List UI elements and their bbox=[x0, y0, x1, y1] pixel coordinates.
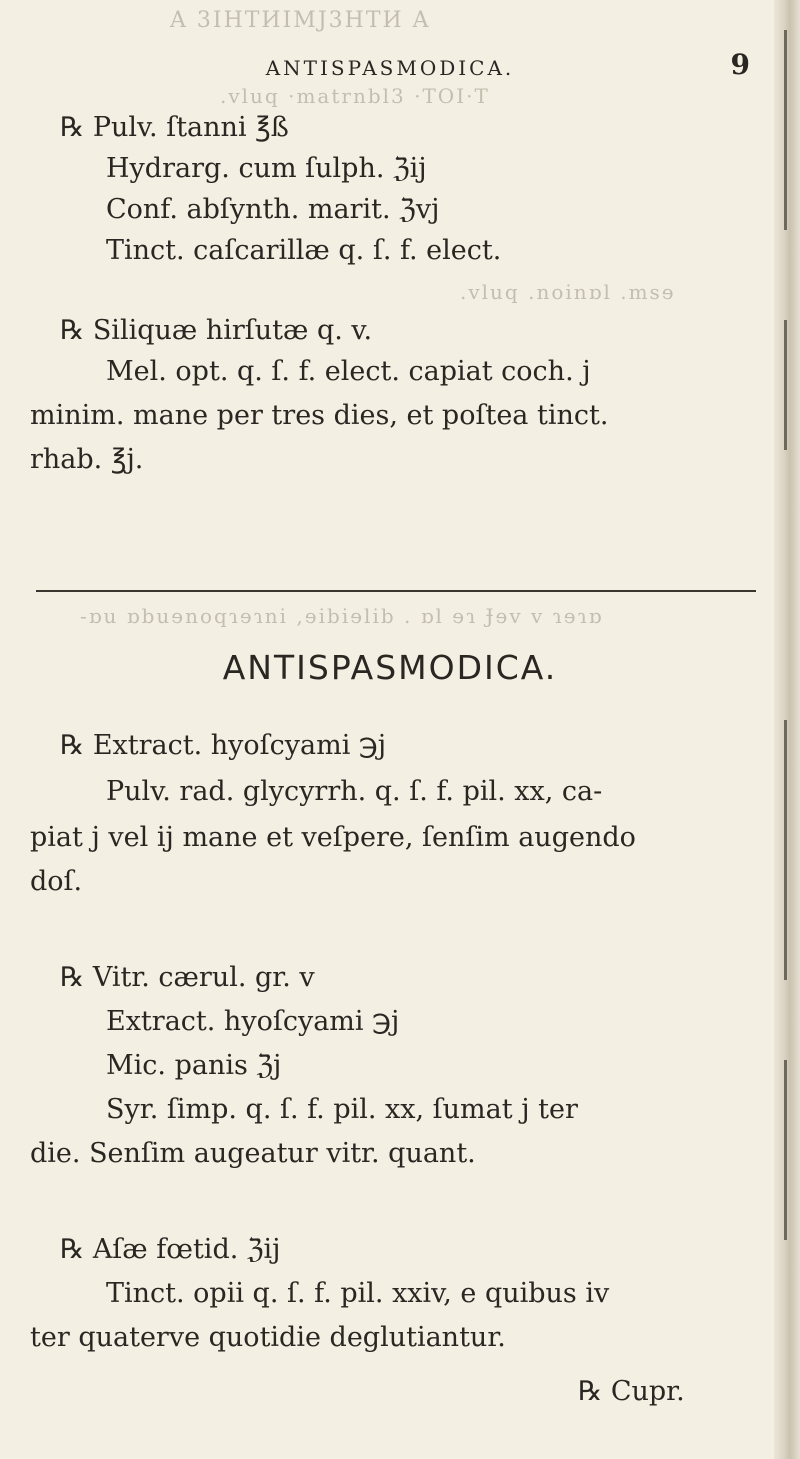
rx-5-text-3: ter quaterve quotidie deglutiantur. bbox=[30, 1322, 506, 1353]
rx-4-text-3: Mic. panis ℨj bbox=[106, 1050, 282, 1081]
rx-2-text-2: Mel. opt. q. ſ. f. elect. capiat coch. j bbox=[106, 356, 591, 387]
running-head: ANTISPASMODICA. bbox=[265, 56, 515, 80]
recipe-symbol: ℞ bbox=[578, 1376, 603, 1407]
rx-4-line-1 bbox=[60, 962, 315, 993]
rx-2-text-4: rhab. ℥j. bbox=[30, 444, 144, 475]
rx-1-text-4: Tinct. caſcarillæ q. ſ. f. elect. bbox=[106, 235, 502, 266]
recipe-symbol: ℞ bbox=[60, 730, 85, 761]
recipe-symbol: ℞ bbox=[60, 315, 85, 346]
rx-4-line-4 bbox=[106, 1094, 578, 1125]
rx-5-text-2: Tinct. opii q. ſ. f. pil. xxiv, e quibus iv bbox=[106, 1278, 610, 1309]
rx-1-text-3: Conf. abſynth. marit. ℨvj bbox=[106, 194, 440, 225]
rx-2-text-3: minim. mane per tres dies, et poſtea tinct. bbox=[30, 400, 609, 431]
bleed-through-top: A 3IHTИIMJ3HTИ A bbox=[170, 8, 431, 33]
rx-5-line-3 bbox=[30, 1322, 506, 1353]
rx-1-line-1 bbox=[60, 112, 289, 143]
rx-1-line-2 bbox=[106, 153, 427, 184]
rx-4-text-2: Extract. hyoſcyami ℈j bbox=[106, 1006, 400, 1037]
rx-3-text-2: Pulv. rad. glycyrrh. q. ſ. f. pil. xx, ca- bbox=[106, 776, 603, 807]
rx-5-text-1: Aſæ fœtid. ℨij bbox=[92, 1234, 281, 1265]
bleed-through-rule: -ɒu ɒbuɘnoqɿɘɿni ,ɘibiɘlib . ɒl ɘɿ Ɉɘv v ɿɘɿɒ bbox=[80, 604, 604, 628]
rx-3-text-1: Extract. hyoſcyami ℈j bbox=[92, 730, 387, 761]
page-edge-shadow bbox=[774, 0, 800, 1459]
rx-4-text-1: Vitr. cærul. gr. v bbox=[92, 962, 315, 993]
catchword bbox=[578, 1376, 685, 1407]
rx-5-line-2 bbox=[106, 1278, 609, 1309]
rx-2-line-3 bbox=[30, 400, 608, 431]
rx-4-text-5: die. Senſim augeatur vitr. quant. bbox=[30, 1138, 476, 1169]
recipe-symbol: ℞ bbox=[60, 1234, 85, 1265]
section-heading: ANTISPASMODICA. bbox=[222, 648, 558, 687]
bleed-through-mid: .vluq .noinɒl .msɘ bbox=[460, 280, 676, 304]
rx-4-line-5 bbox=[30, 1138, 476, 1169]
rx-3-line-4 bbox=[30, 866, 82, 897]
rx-1-line-4 bbox=[106, 235, 501, 266]
page-mark: 9 bbox=[730, 48, 750, 81]
rx-3-line-2 bbox=[106, 776, 602, 807]
rx-5-line-1 bbox=[60, 1234, 281, 1265]
rx-2-line-2 bbox=[106, 356, 591, 387]
rx-4-text-4: Syr. ſimp. q. ſ. f. pil. xx, ſumat j ter bbox=[106, 1094, 578, 1125]
rx-1-line-3 bbox=[106, 194, 439, 225]
rx-2-line-4 bbox=[30, 444, 143, 475]
rx-1-text-2: Hydrarg. cum ſulph. ℨij bbox=[106, 153, 427, 184]
rx-2-line-1 bbox=[60, 315, 372, 346]
catchword-text: Cupr. bbox=[610, 1376, 685, 1407]
rx-2-text-1: Siliquæ hirſutæ q. v. bbox=[92, 315, 373, 346]
rx-3-text-3: piat j vel ij mane et veſpere, ſenſim augendo bbox=[30, 822, 636, 853]
recipe-symbol: ℞ bbox=[60, 962, 85, 993]
rx-3-line-3 bbox=[30, 822, 636, 853]
bleed-through-top-2: .vluq ·matrnbl3 ·TOI·T bbox=[220, 84, 490, 108]
rx-4-line-2 bbox=[106, 1006, 399, 1037]
rx-1-text-1: Pulv. ſtanni ℥ß bbox=[92, 112, 289, 143]
rx-3-text-4: doſ. bbox=[30, 866, 83, 897]
rx-4-line-3 bbox=[106, 1050, 281, 1081]
section-divider bbox=[36, 590, 756, 592]
rx-3-line-1 bbox=[60, 730, 386, 761]
recipe-symbol: ℞ bbox=[60, 112, 85, 143]
